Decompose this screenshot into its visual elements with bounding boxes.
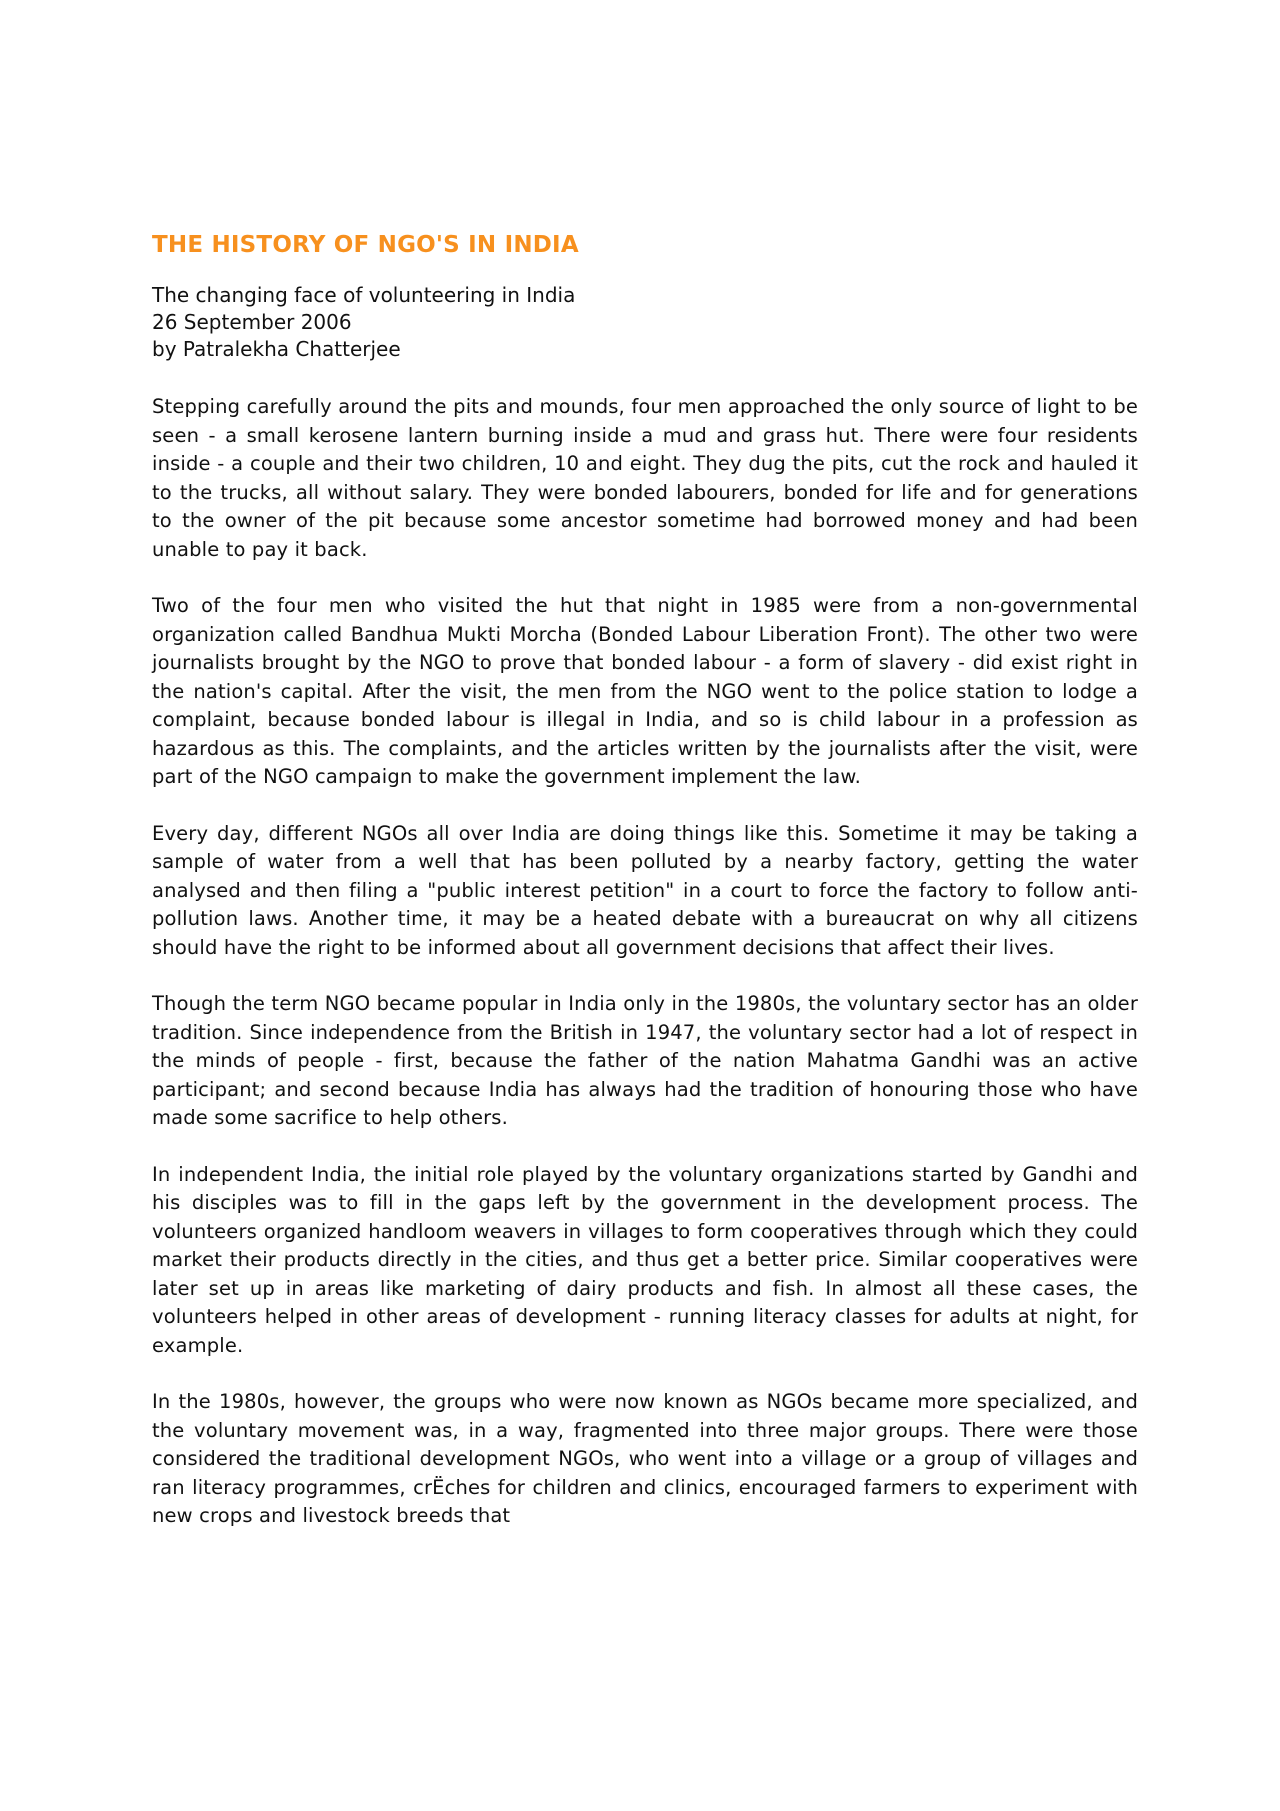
document-page: [152, 230, 1138, 1559]
article-subtitle: The changing face of volunteering in India: [152, 283, 576, 307]
article-date: 26 September 2006: [152, 310, 352, 334]
body-paragraph-3: Every day, different NGOs all over India are doing things like this. Sometime it may be taking a sample of water from a well that has been polluted by a nearby factory, getting the water analysed and then filing a "public interest petition" in a court to force the factory to follow anti-pollution laws. Another time, it may be a heated debate with a bureaucrat on why all citizens should have the right to be informed about all government decisions that affect their lives.: [152, 821, 1138, 959]
body-paragraph-1: Stepping carefully around the pits and mounds, four men approached the only source of light to be seen - a small kerosene lantern burning inside a mud and grass hut. There were four residents inside - a couple and their two children, 10 and eight. They dug the pits, cut the rock and hauled it to the trucks, all without salary. They were bonded labourers, bonded for life and for generations to the owner of the pit because some ancestor sometime had borrowed money and had been unable to pay it back.: [152, 395, 1138, 561]
document-title: THE HISTORY OF NGO'S IN INDIA: [152, 232, 579, 258]
body-paragraph-6: In the 1980s, however, the groups who were now known as NGOs became more specialized, and the voluntary movement was, in a way, fragmented into three major groups. There were those considered the traditional development NGOs, who went into a village or a group of villages and ran literacy programmes, crËches for children and clinics, encouraged farmers to experiment with new crops and livestock breeds that: [152, 1390, 1138, 1527]
article-byline: by Patralekha Chatterjee: [152, 337, 401, 361]
body-paragraph-4: Though the term NGO became popular in India only in the 1980s, the voluntary sector has an older tradition. Since independence from the British in 1947, the voluntary sector had a lot of respect in the minds of people - first, because the father of the nation Mahatma Gandhi was an active participant; and second because India has always had the tradition of honouring those who have made some sacrifice to help others.: [152, 992, 1138, 1129]
body-paragraph-2: Two of the four men who visited the hut that night in 1985 were from a non-governmental organization called Bandhua Mukti Morcha (Bonded Labour Liberation Front). The other two were journalists brought by the NGO to prove that bonded labour - a form of slavery - did exist right in the nation's capital. After the visit, the men from the NGO went to the police station to lodge a complaint, because bonded labour is illegal in India, and so is child labour in a profession as hazardous as this. The complaints, and the articles written by the journalists after the visit, were part of the NGO campaign to make the government implement the law.: [152, 594, 1138, 788]
article-meta: [152, 282, 1138, 363]
body-paragraph-5: In independent India, the initial role played by the voluntary organizations started by Gandhi and his disciples was to fill in the gaps left by the government in the development process. The volunteers organized handloom weavers in villages to form cooperatives through which they could market their products directly in the cities, and thus get a better price. Similar cooperatives were later set up in areas like marketing of dairy products and fish. In almost all these cases, the volunteers helped in other areas of development - running literacy classes for adults at night, for example.: [152, 1162, 1138, 1357]
